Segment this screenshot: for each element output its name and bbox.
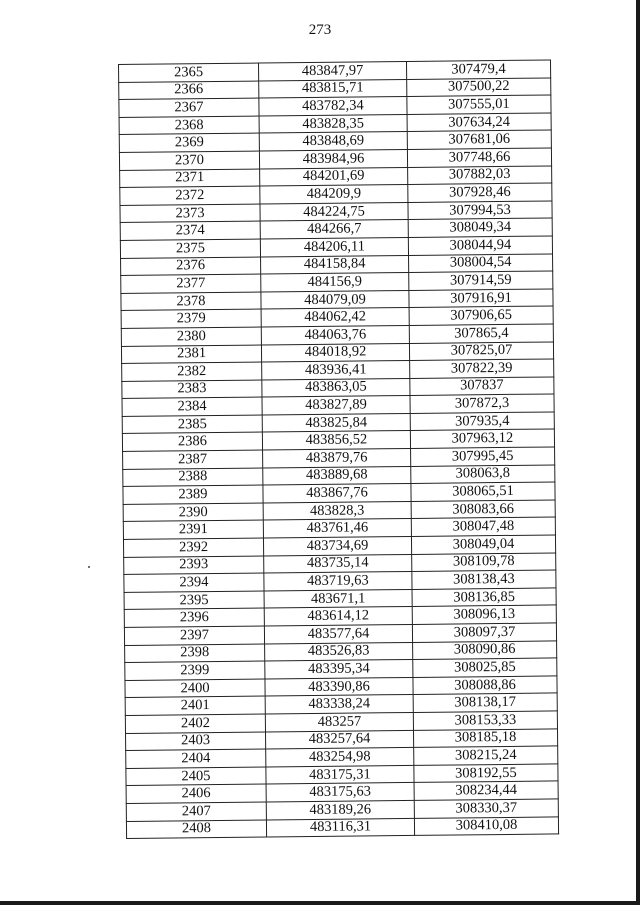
y-coordinate-cell: 308096,13 bbox=[412, 605, 556, 624]
point-number-cell: 2379 bbox=[121, 309, 261, 328]
y-coordinate-cell: 308330,37 bbox=[414, 799, 558, 818]
point-number-cell: 2405 bbox=[126, 767, 266, 786]
x-coordinate-cell: 483395,34 bbox=[265, 660, 413, 679]
x-coordinate-cell: 483338,24 bbox=[265, 695, 413, 714]
y-coordinate-cell: 307865,4 bbox=[409, 324, 553, 343]
x-coordinate-cell: 483254,98 bbox=[266, 748, 414, 767]
y-coordinate-cell: 307500,22 bbox=[407, 78, 551, 97]
y-coordinate-cell: 307928,46 bbox=[408, 183, 552, 202]
point-number-cell: 2398 bbox=[125, 644, 265, 663]
y-coordinate-cell: 307555,01 bbox=[407, 95, 551, 114]
point-number-cell: 2382 bbox=[122, 362, 262, 381]
point-number-cell: 2370 bbox=[119, 151, 259, 170]
y-coordinate-cell: 308090,86 bbox=[413, 641, 557, 660]
x-coordinate-cell: 483257,64 bbox=[265, 730, 413, 749]
y-coordinate-cell: 307681,06 bbox=[407, 130, 551, 149]
scan-edge-right bbox=[636, 0, 640, 905]
x-coordinate-cell: 483577,64 bbox=[264, 624, 412, 643]
y-coordinate-cell: 307914,59 bbox=[409, 271, 553, 290]
x-coordinate-cell: 484266,7 bbox=[260, 220, 408, 239]
x-coordinate-cell: 483815,71 bbox=[259, 79, 407, 98]
y-coordinate-cell: 308004,54 bbox=[409, 253, 553, 272]
point-number-cell: 2367 bbox=[119, 98, 259, 117]
x-coordinate-cell: 483116,31 bbox=[266, 818, 414, 837]
y-coordinate-cell: 308049,34 bbox=[408, 218, 552, 237]
y-coordinate-cell: 308136,85 bbox=[412, 588, 556, 607]
y-coordinate-cell: 307634,24 bbox=[407, 113, 551, 132]
y-coordinate-cell: 308044,94 bbox=[408, 236, 552, 255]
point-number-cell: 2399 bbox=[125, 661, 265, 680]
point-number-cell: 2388 bbox=[123, 468, 263, 487]
x-coordinate-cell: 483175,31 bbox=[266, 765, 414, 784]
x-coordinate-cell: 484209,9 bbox=[260, 185, 408, 204]
point-number-cell: 2383 bbox=[122, 380, 262, 399]
point-number-cell: 2376 bbox=[121, 257, 261, 276]
y-coordinate-cell: 308109,78 bbox=[412, 553, 556, 572]
x-coordinate-cell: 483390,86 bbox=[265, 677, 413, 696]
coordinates-table-body bbox=[119, 60, 559, 839]
y-coordinate-cell: 308410,08 bbox=[414, 816, 558, 835]
x-coordinate-cell: 484206,11 bbox=[260, 237, 408, 256]
table-row bbox=[126, 816, 558, 838]
x-coordinate-cell: 483189,26 bbox=[266, 800, 414, 819]
point-number-cell: 2393 bbox=[124, 556, 264, 575]
point-number-cell: 2400 bbox=[125, 679, 265, 698]
y-coordinate-cell: 308138,17 bbox=[413, 693, 557, 712]
x-coordinate-cell: 483614,12 bbox=[264, 607, 412, 626]
x-coordinate-cell: 483879,76 bbox=[263, 449, 411, 468]
point-number-cell: 2402 bbox=[125, 714, 265, 733]
x-coordinate-cell: 483761,46 bbox=[263, 519, 411, 538]
x-coordinate-cell: 483827,89 bbox=[262, 396, 410, 415]
point-number-cell: 2389 bbox=[123, 485, 263, 504]
x-coordinate-cell: 484018,92 bbox=[261, 343, 409, 362]
point-number-cell: 2391 bbox=[123, 520, 263, 539]
point-number-cell: 2368 bbox=[119, 116, 259, 135]
x-coordinate-cell: 483526,83 bbox=[265, 642, 413, 661]
point-number-cell: 2381 bbox=[121, 345, 261, 364]
x-coordinate-cell: 483856,52 bbox=[262, 431, 410, 450]
page-number: 273 bbox=[308, 22, 332, 38]
y-coordinate-cell: 307882,03 bbox=[408, 166, 552, 185]
y-coordinate-cell: 307906,65 bbox=[409, 306, 553, 325]
y-coordinate-cell: 308047,48 bbox=[411, 517, 555, 536]
x-coordinate-cell: 484063,76 bbox=[261, 325, 409, 344]
y-coordinate-cell: 307748,66 bbox=[407, 148, 551, 167]
point-number-cell: 2375 bbox=[120, 239, 260, 258]
scan-edge-bottom bbox=[0, 901, 640, 905]
x-coordinate-cell: 483828,3 bbox=[263, 501, 411, 520]
x-coordinate-cell: 484158,84 bbox=[261, 255, 409, 274]
y-coordinate-cell: 307994,53 bbox=[408, 201, 552, 220]
point-number-cell: 2406 bbox=[126, 784, 266, 803]
y-coordinate-cell: 307963,12 bbox=[410, 429, 554, 448]
point-number-cell: 2369 bbox=[119, 133, 259, 152]
x-coordinate-cell: 484079,09 bbox=[261, 290, 409, 309]
point-number-cell: 2365 bbox=[119, 63, 259, 82]
y-coordinate-cell: 308185,18 bbox=[413, 728, 557, 747]
point-number-cell: 2407 bbox=[126, 802, 266, 821]
y-coordinate-cell: 308088,86 bbox=[413, 676, 557, 695]
x-coordinate-cell: 484201,69 bbox=[260, 167, 408, 186]
point-number-cell: 2366 bbox=[119, 81, 259, 100]
y-coordinate-cell: 307825,07 bbox=[409, 341, 553, 360]
x-coordinate-cell: 483175,63 bbox=[266, 783, 414, 802]
coordinates-table bbox=[118, 59, 559, 839]
x-coordinate-cell: 483847,97 bbox=[258, 61, 406, 80]
point-number-cell: 2377 bbox=[121, 274, 261, 293]
point-number-cell: 2403 bbox=[126, 732, 266, 751]
point-number-cell: 2378 bbox=[121, 292, 261, 311]
y-coordinate-cell: 307872,3 bbox=[410, 394, 554, 413]
point-number-cell: 2371 bbox=[120, 169, 260, 188]
y-coordinate-cell: 308192,55 bbox=[414, 764, 558, 783]
point-number-cell: 2401 bbox=[125, 696, 265, 715]
point-number-cell: 2386 bbox=[122, 432, 262, 451]
y-coordinate-cell: 308153,33 bbox=[413, 711, 557, 730]
x-coordinate-cell: 483936,41 bbox=[262, 361, 410, 380]
point-number-cell: 2408 bbox=[126, 820, 266, 839]
y-coordinate-cell: 308138,43 bbox=[412, 570, 556, 589]
y-coordinate-cell: 308065,51 bbox=[411, 482, 555, 501]
y-coordinate-cell: 307837 bbox=[410, 377, 554, 396]
y-coordinate-cell: 307916,91 bbox=[409, 289, 553, 308]
point-number-cell: 2397 bbox=[124, 626, 264, 645]
y-coordinate-cell: 308215,24 bbox=[414, 746, 558, 765]
x-coordinate-cell: 484062,42 bbox=[261, 308, 409, 327]
point-number-cell: 2380 bbox=[121, 327, 261, 346]
x-coordinate-cell: 483671,1 bbox=[264, 589, 412, 608]
y-coordinate-cell: 307822,39 bbox=[410, 359, 554, 378]
y-coordinate-cell: 307935,4 bbox=[410, 412, 554, 431]
y-coordinate-cell: 308063,8 bbox=[411, 465, 555, 484]
point-number-cell: 2396 bbox=[124, 608, 264, 627]
point-number-cell: 2372 bbox=[120, 186, 260, 205]
y-coordinate-cell: 308234,44 bbox=[414, 781, 558, 800]
point-number-cell: 2373 bbox=[120, 204, 260, 223]
x-coordinate-cell: 483734,69 bbox=[263, 536, 411, 555]
x-coordinate-cell: 484224,75 bbox=[260, 202, 408, 221]
x-coordinate-cell: 483889,68 bbox=[263, 466, 411, 485]
point-number-cell: 2374 bbox=[120, 221, 260, 240]
x-coordinate-cell: 483782,34 bbox=[259, 97, 407, 116]
y-coordinate-cell: 307995,45 bbox=[411, 447, 555, 466]
x-coordinate-cell: 483735,14 bbox=[264, 554, 412, 573]
scan-speck bbox=[88, 566, 90, 568]
point-number-cell: 2390 bbox=[123, 503, 263, 522]
point-number-cell: 2384 bbox=[122, 397, 262, 416]
point-number-cell: 2387 bbox=[123, 450, 263, 469]
point-number-cell: 2392 bbox=[123, 538, 263, 557]
point-number-cell: 2385 bbox=[122, 415, 262, 434]
y-coordinate-cell: 307479,4 bbox=[406, 60, 550, 79]
point-number-cell: 2394 bbox=[124, 573, 264, 592]
x-coordinate-cell: 483863,05 bbox=[262, 378, 410, 397]
x-coordinate-cell: 483867,76 bbox=[263, 484, 411, 503]
x-coordinate-cell: 483257 bbox=[265, 712, 413, 731]
x-coordinate-cell: 483984,96 bbox=[259, 149, 407, 168]
y-coordinate-cell: 308083,66 bbox=[411, 500, 555, 519]
x-coordinate-cell: 483828,35 bbox=[259, 114, 407, 133]
y-coordinate-cell: 308049,04 bbox=[411, 535, 555, 554]
x-coordinate-cell: 483848,69 bbox=[259, 132, 407, 151]
x-coordinate-cell: 483719,63 bbox=[264, 572, 412, 591]
x-coordinate-cell: 484156,9 bbox=[261, 273, 409, 292]
x-coordinate-cell: 483825,84 bbox=[262, 413, 410, 432]
y-coordinate-cell: 308097,37 bbox=[412, 623, 556, 642]
y-coordinate-cell: 308025,85 bbox=[413, 658, 557, 677]
point-number-cell: 2395 bbox=[124, 591, 264, 610]
point-number-cell: 2404 bbox=[126, 749, 266, 768]
